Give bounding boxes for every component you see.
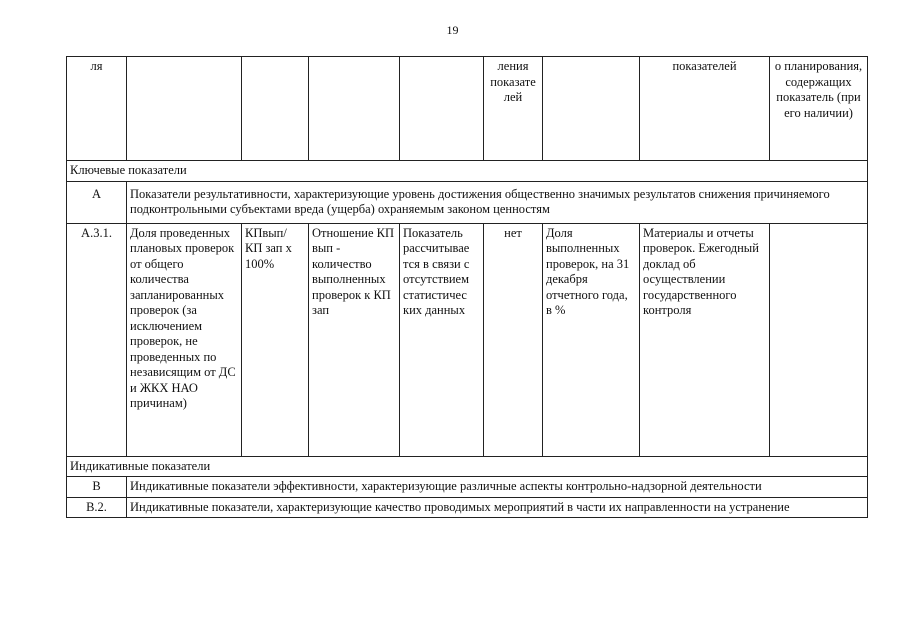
row-a31-source-value: Доля выполненных проверок, на 31 декабря отчетного года, в %	[543, 223, 640, 456]
page-number: 19	[446, 23, 459, 37]
group-a-code: А	[67, 181, 127, 223]
row-a31-formula: КПвып/ КП зап х 100%	[242, 223, 309, 456]
row-a31-code: А.3.1.	[67, 223, 127, 456]
header-cell-1: ля	[67, 57, 127, 161]
header-cell-9: о планирования, содержащих показатель (при его наличии)	[770, 57, 868, 161]
header-row	[67, 57, 868, 161]
row-a31-comment: Отношение КП вып - количество выполненных проверок к КП зап	[309, 223, 400, 456]
header-cell-3	[242, 57, 309, 161]
group-b-row	[67, 477, 868, 498]
group-b-text: Индикативные показатели эффективности, характеризующие различные аспекты контрольно-надзорной деятельности	[127, 477, 868, 498]
row-a31-name: Доля проведенных плановых проверок от общего количества запланированных проверок (за исключением проверок, не проведенных по независящим от ДС и ЖКХ НАО причинам)	[127, 223, 242, 456]
section-indicative-title: Индикативные показатели	[67, 456, 868, 477]
header-cell-5	[400, 57, 484, 161]
indicators-table	[66, 56, 868, 518]
group-b-code: В	[67, 477, 127, 498]
header-cell-8: показателей	[640, 57, 770, 161]
header-cell-2	[127, 57, 242, 161]
group-b2-text: Индикативные показатели, характеризующие качество проводимых мероприятий в части их направленности на устранение	[127, 497, 868, 518]
row-a31	[67, 223, 868, 456]
section-key-row	[67, 161, 868, 182]
row-a31-target: нет	[484, 223, 543, 456]
header-cell-7	[543, 57, 640, 161]
header-cell-6: ления показате лей	[484, 57, 543, 161]
group-a-text: Показатели результативности, характеризующие уровень достижения общественно значимых результатов снижения причиняемого подконтрольными субъектами вреда (ущерба) охраняемым законом ценностям	[127, 181, 868, 223]
row-a31-source-docs: Материалы и отчеты проверок. Ежегодный доклад об осуществлении государственного контроля	[640, 223, 770, 456]
group-b2-row	[67, 497, 868, 518]
header-cell-4	[309, 57, 400, 161]
group-b2-code: В.2.	[67, 497, 127, 518]
section-indicative-row	[67, 456, 868, 477]
row-a31-last	[770, 223, 868, 456]
row-a31-note: Показатель рассчитывае тся в связи с отсутствием статистичес ких данных	[400, 223, 484, 456]
section-key-title: Ключевые показатели	[67, 161, 868, 182]
group-a-row	[67, 181, 868, 223]
